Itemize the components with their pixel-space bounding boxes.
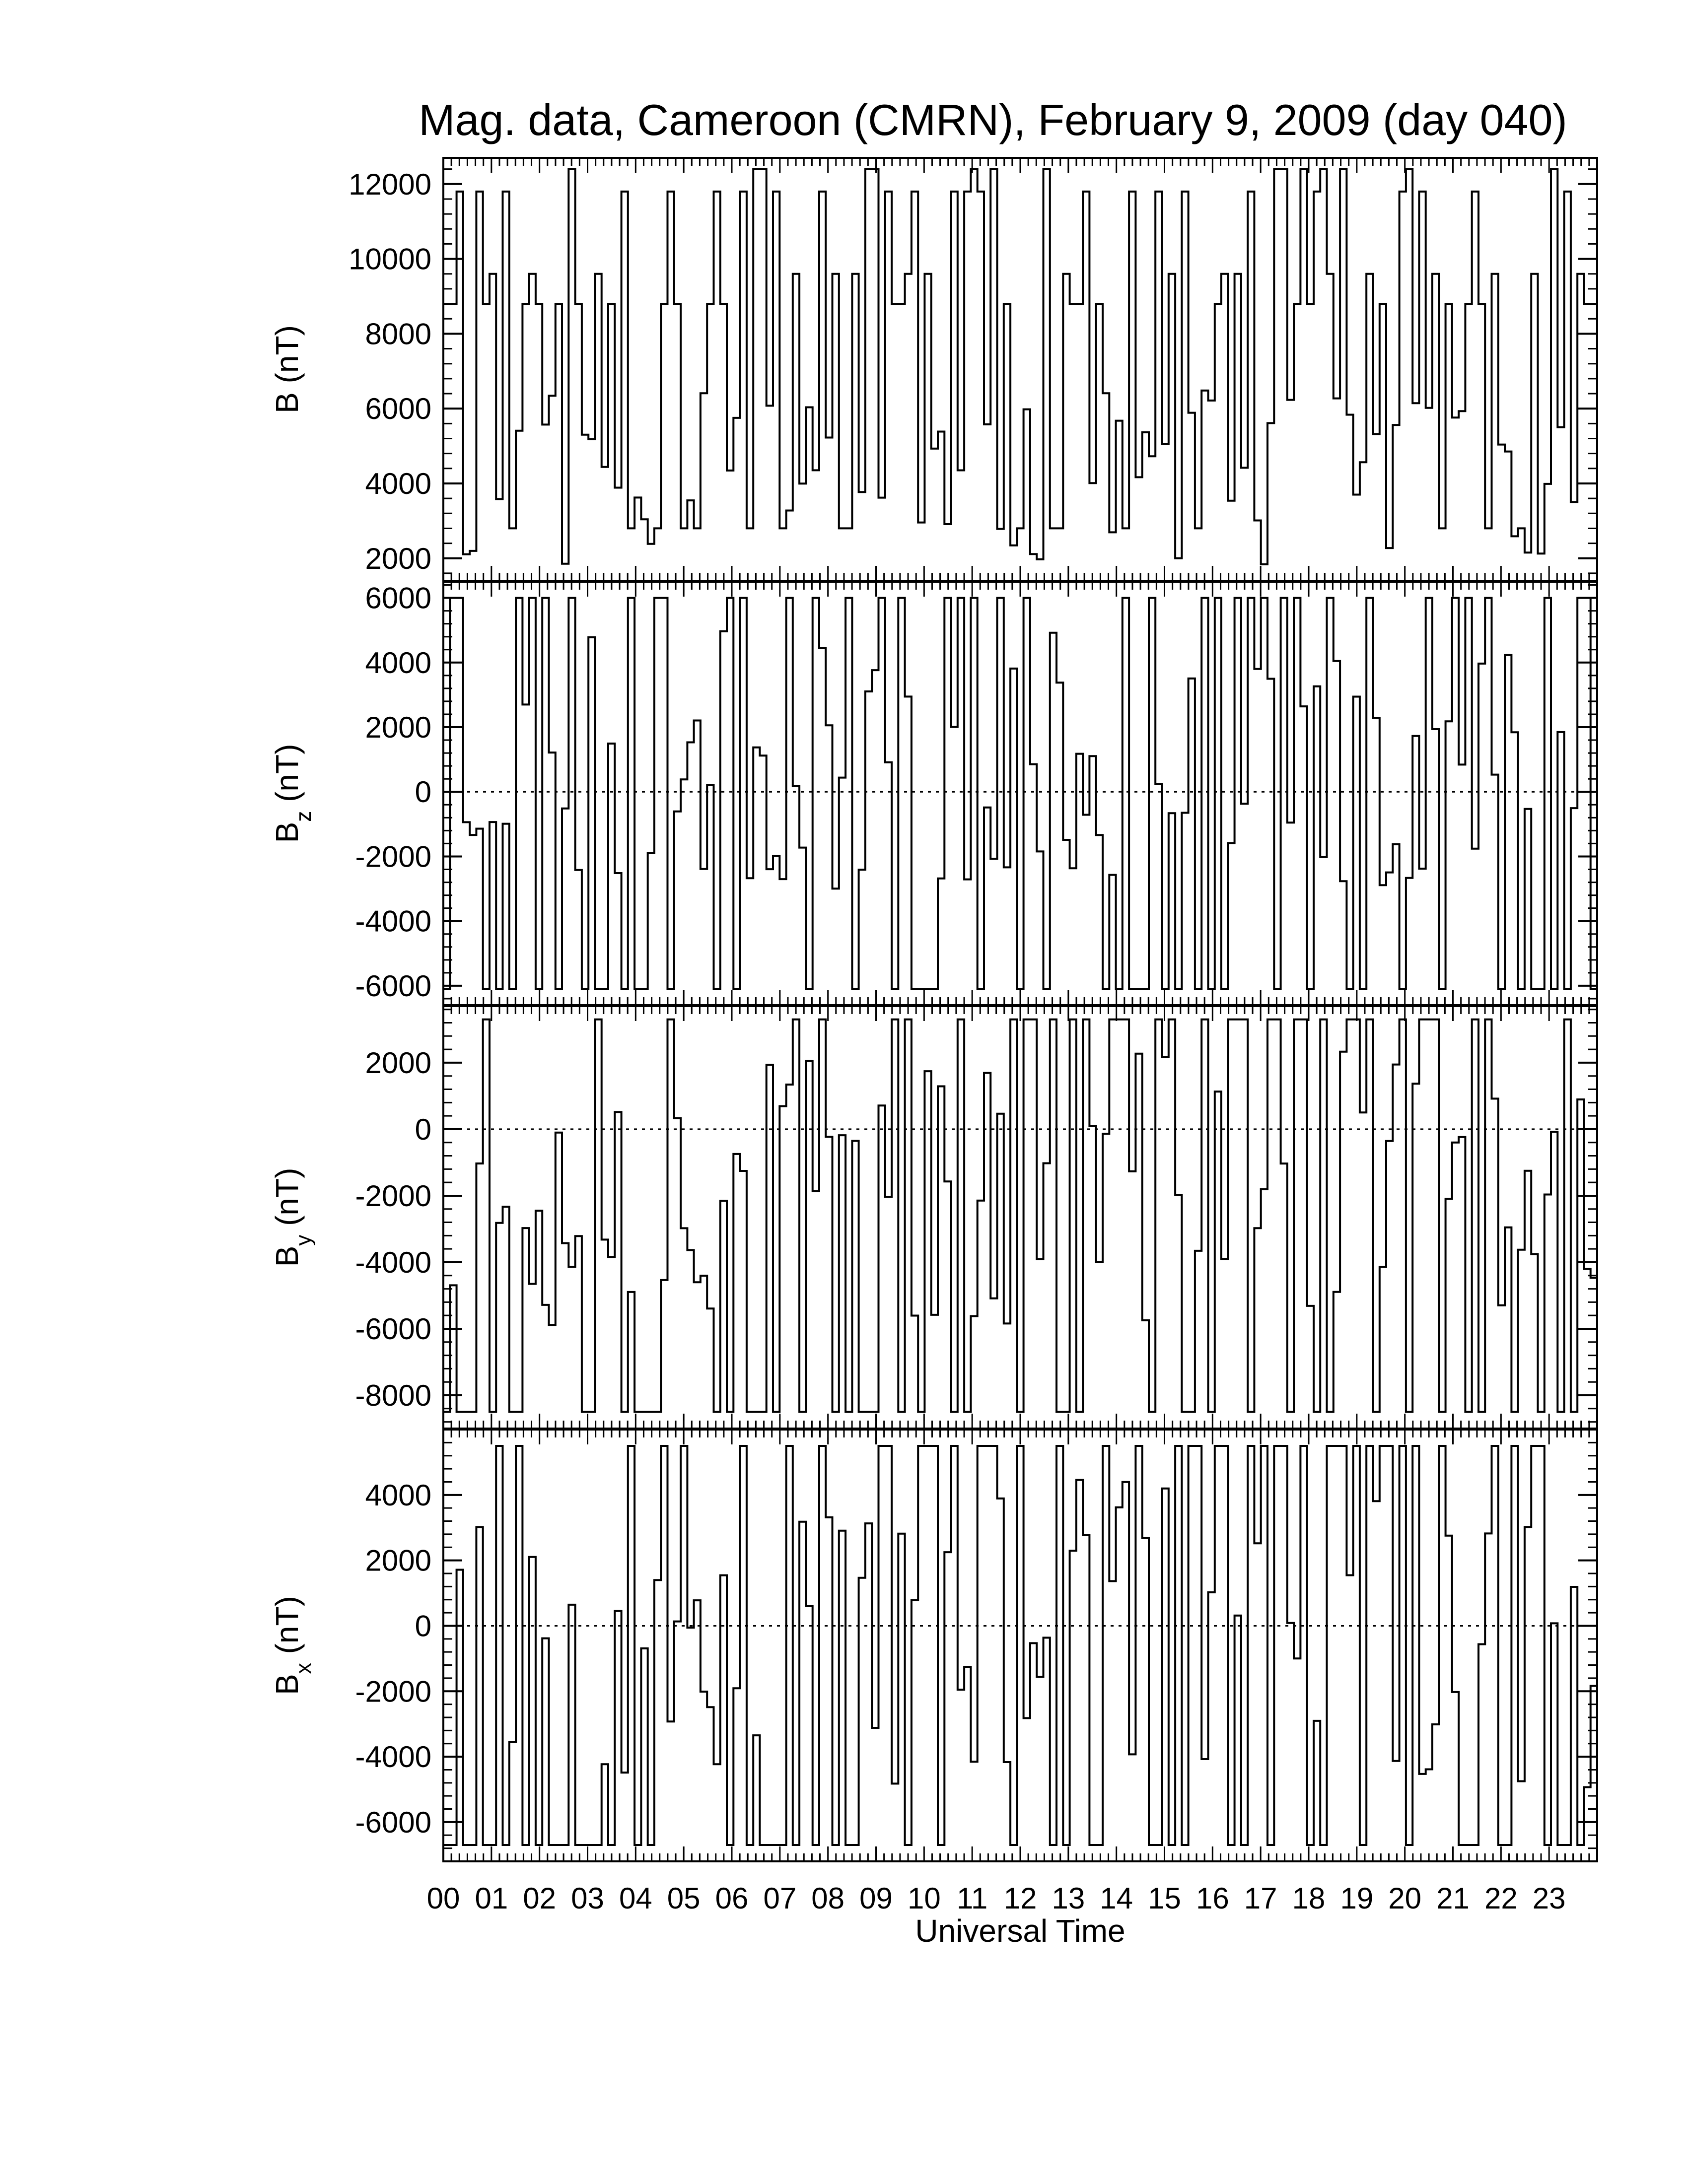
chart-title: Mag. data, Cameroon (CMRN), February 9, 2009 (day 040) xyxy=(419,95,1567,144)
x-tick-label: 06 xyxy=(715,1882,749,1915)
x-tick-label: 09 xyxy=(859,1882,893,1915)
x-tick-label: 22 xyxy=(1484,1882,1518,1915)
x-tick-label: 14 xyxy=(1100,1882,1133,1915)
y-tick-label: 6000 xyxy=(365,392,431,426)
y-axis-label-sub: x xyxy=(291,1663,316,1674)
y-tick-label: 2000 xyxy=(365,711,431,745)
series-line-by xyxy=(443,1020,1597,1412)
series-line-b xyxy=(443,169,1597,564)
x-tick-label: 08 xyxy=(811,1882,845,1915)
y-axis-label xyxy=(269,1596,316,1695)
y-axis-label xyxy=(269,744,316,843)
y-tick-label: -4000 xyxy=(355,1740,431,1774)
y-tick-label: 6000 xyxy=(365,581,431,615)
x-tick-label: 15 xyxy=(1148,1882,1181,1915)
x-tick-label: 20 xyxy=(1388,1882,1422,1915)
y-tick-label: 0 xyxy=(415,1609,431,1643)
x-tick-label: 13 xyxy=(1052,1882,1085,1915)
y-axis-label-unit: (nT) xyxy=(269,325,305,393)
x-tick-label: 18 xyxy=(1292,1882,1326,1915)
x-tick-label: 02 xyxy=(523,1882,557,1915)
x-tick-label: 05 xyxy=(667,1882,701,1915)
series-line-bz xyxy=(443,598,1597,989)
panel-bz xyxy=(269,582,1597,1005)
x-tick-label: 19 xyxy=(1340,1882,1374,1915)
x-tick-label: 10 xyxy=(907,1882,941,1915)
y-axis-label-unit: (nT) xyxy=(269,1167,305,1235)
y-tick-label: -2000 xyxy=(355,1179,431,1213)
y-tick-label: 4000 xyxy=(365,467,431,500)
y-axis-label-unit: (nT) xyxy=(269,744,305,811)
y-axis-label-main: B xyxy=(269,392,305,413)
y-tick-label: 2000 xyxy=(365,1046,431,1080)
y-tick-label: 2000 xyxy=(365,1544,431,1577)
x-tick-label: 03 xyxy=(571,1882,604,1915)
panel-by xyxy=(269,1006,1597,1429)
x-axis-label: Universal Time xyxy=(915,1913,1125,1949)
panel-bx xyxy=(269,1430,1597,1861)
x-axis xyxy=(427,1882,1566,1915)
y-tick-label: -6000 xyxy=(355,1312,431,1346)
x-tick-label: 04 xyxy=(619,1882,652,1915)
y-axis-label-unit: (nT) xyxy=(269,1596,305,1663)
y-axis-label xyxy=(269,1168,316,1267)
y-tick-label: 0 xyxy=(415,775,431,809)
panel-frame xyxy=(443,158,1597,581)
panel-frame xyxy=(443,1430,1597,1861)
x-tick-label: 16 xyxy=(1196,1882,1229,1915)
series-line-bx xyxy=(443,1446,1597,1845)
y-axis-label-main: B xyxy=(269,1674,305,1695)
x-tick-label: 12 xyxy=(1003,1882,1037,1915)
y-tick-label: 8000 xyxy=(365,317,431,351)
panel-frame xyxy=(443,582,1597,1005)
y-tick-label: 2000 xyxy=(365,542,431,575)
x-tick-label: 17 xyxy=(1244,1882,1277,1915)
y-tick-label: -6000 xyxy=(355,1805,431,1839)
x-tick-label: 07 xyxy=(763,1882,797,1915)
y-tick-label: 12000 xyxy=(349,167,431,201)
x-tick-label: 00 xyxy=(426,1882,460,1915)
x-tick-label: 21 xyxy=(1436,1882,1470,1915)
panel-frame xyxy=(443,1006,1597,1429)
y-tick-label: -2000 xyxy=(355,840,431,874)
x-tick-label: 01 xyxy=(475,1882,508,1915)
y-tick-label: -2000 xyxy=(355,1675,431,1708)
y-axis-label-main: B xyxy=(269,1245,305,1267)
y-tick-label: 4000 xyxy=(365,1478,431,1512)
y-axis-label xyxy=(269,325,305,413)
panel-b xyxy=(269,158,1597,581)
y-axis-label-sub: y xyxy=(291,1234,316,1246)
panels xyxy=(269,158,1597,1861)
y-tick-label: 0 xyxy=(415,1112,431,1146)
y-tick-label: 4000 xyxy=(365,646,431,680)
x-tick-label: 23 xyxy=(1532,1882,1566,1915)
y-tick-label: -4000 xyxy=(355,1245,431,1279)
y-tick-label: 10000 xyxy=(349,242,431,276)
y-axis-label-main: B xyxy=(269,821,305,843)
y-tick-label: -4000 xyxy=(355,904,431,938)
y-tick-label: -6000 xyxy=(355,969,431,1003)
y-tick-label: -8000 xyxy=(355,1378,431,1412)
y-axis-label-sub: z xyxy=(291,811,316,822)
x-tick-label: 11 xyxy=(957,1882,988,1915)
